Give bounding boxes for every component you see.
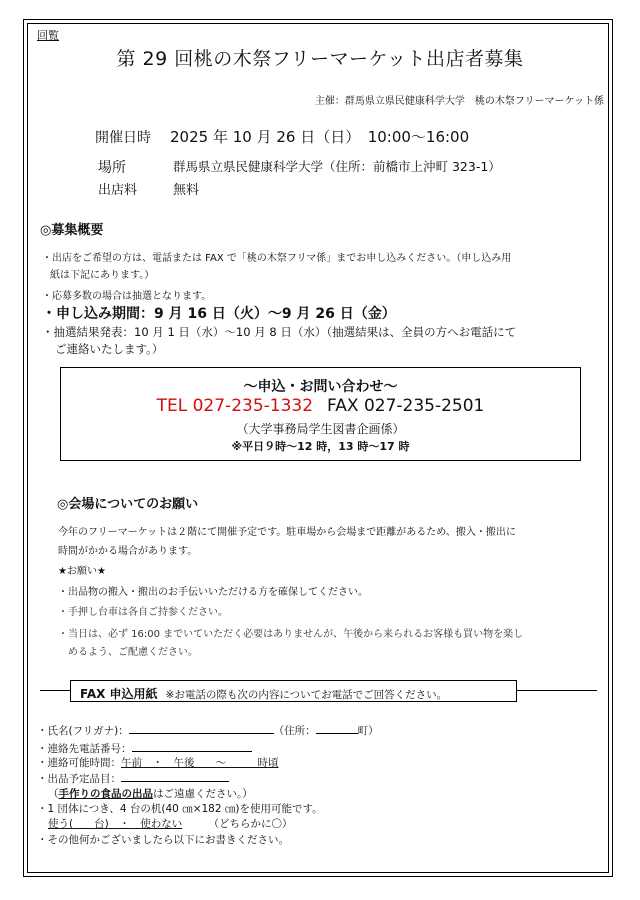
time-am-option[interactable]: 午前 ・ 午後 〜 時頃 xyxy=(121,757,279,769)
application-period: ・申し込み期間：9 月 16 日（火）〜9 月 26 日（金） xyxy=(42,306,396,322)
overview-bullet-2: ・応募多数の場合は抽選となります。 xyxy=(42,291,212,302)
address-close: 町） xyxy=(357,725,379,737)
food-note: （手作りの食品の出品はご遠慮ください。） xyxy=(48,788,253,800)
desk-use-note: （どちらかに〇） xyxy=(213,818,293,830)
items-label: ・出品予定品目： xyxy=(37,773,121,785)
contact-numbers xyxy=(61,396,580,416)
fax-form-heading: FAX 申込用紙 xyxy=(80,687,158,701)
place-value: 群馬県立県民健康科学大学（住所：前橋市上沖町 323-1） xyxy=(173,159,501,174)
desk-note: ・1 団体につき、4 台の机(40 ㎝×182 ㎝)を使用可能です。 xyxy=(37,803,323,815)
desk-use-option[interactable]: 使う( 台) ・ 使わない xyxy=(48,818,183,830)
fax-form-note: ※お電話の際も次の内容についてお電話でご回答ください。 xyxy=(165,689,448,701)
venue-request-3b: めるよう、ご配慮ください。 xyxy=(68,647,198,658)
food-note-bold: 手作りの食品の出品 xyxy=(58,788,153,800)
fee-label: 出店料 xyxy=(98,183,138,198)
items-field[interactable] xyxy=(121,770,229,782)
overview-bullet-3b: ご連絡いたします。） xyxy=(55,342,164,356)
overview-bullet-1a: ・出店をご希望の方は、電話または FAX で「桃の木祭フリマ係」までお申し込みください。（申し込み用 xyxy=(42,253,512,264)
phone-field[interactable] xyxy=(132,740,252,752)
fax-form-header xyxy=(70,680,517,702)
phone-label: ・連絡先電話番号： xyxy=(37,743,132,755)
page-title: 第 29 回桃の木祭フリーマーケット出店者募集 xyxy=(116,48,524,70)
contact-fax: FAX 027-235-2501 xyxy=(327,396,485,416)
fee-value: 無料 xyxy=(173,183,200,198)
time-label: ・連絡可能時間： xyxy=(37,757,121,769)
venue-para-2: 時間がかかる場合があります。 xyxy=(58,546,198,557)
divider-right xyxy=(517,690,597,691)
venue-request-2: ・手押し台車は各自ご持参ください。 xyxy=(58,607,228,618)
venue-request-1: ・出品物の搬入・搬出のお手伝いいただける方を確保してください。 xyxy=(58,587,368,598)
date-value: 2025 年 10 月 26 日（日） 10:00〜16:00 xyxy=(170,128,470,146)
overview-heading: ◎募集概要 xyxy=(40,223,104,238)
divider-left xyxy=(40,690,70,691)
organizer-text: 主催：群馬県立県民健康科学大学 桃の木祭フリーマーケット係 xyxy=(314,96,604,107)
address-open: （住所： xyxy=(273,725,316,737)
contact-title: 〜申込・お問い合わせ〜 xyxy=(243,379,398,395)
overview-bullet-3a: ・抽選結果発表：10 月 1 日（水）〜10 月 8 日（水）（抽選結果は、全員の方へお電話にて xyxy=(42,325,517,339)
date-label: 開催日時 xyxy=(95,130,151,146)
phone-row xyxy=(37,740,252,756)
desk-use-row xyxy=(48,816,292,831)
name-field[interactable] xyxy=(129,722,274,734)
venue-para-1: 今年のフリーマーケットは２階にて開催予定です。駐車場から会場まで距離があるため、搬入・搬出に xyxy=(58,527,516,538)
circulate-mark: 回覧 xyxy=(37,29,59,42)
contact-box xyxy=(60,367,581,461)
contact-tel[interactable]: TEL 027-235-1332 xyxy=(156,396,314,416)
items-row xyxy=(37,770,229,786)
address-field[interactable] xyxy=(316,722,358,734)
overview-bullet-1b: 紙は下記にあります。） xyxy=(50,270,155,281)
name-row xyxy=(37,722,379,738)
other-note: ・その他何かございましたら以下にお書きください。 xyxy=(37,834,289,846)
contact-hours: ※平日９時〜12 時，13 時〜17 時 xyxy=(231,440,410,453)
name-label: ・氏名(フリガナ)： xyxy=(37,725,129,737)
time-row xyxy=(37,755,279,770)
contact-department: （大学事務局学生図書企画係） xyxy=(236,422,405,436)
venue-star: ★お願い★ xyxy=(58,566,106,577)
venue-heading: ◎会場についてのお願い xyxy=(57,497,199,512)
venue-request-3a: ・当日は、必ず 16:00 までいていただく必要はありませんが、午後から来られるお客様も買い物を楽し xyxy=(58,629,524,640)
place-label: 場所 xyxy=(98,160,126,176)
